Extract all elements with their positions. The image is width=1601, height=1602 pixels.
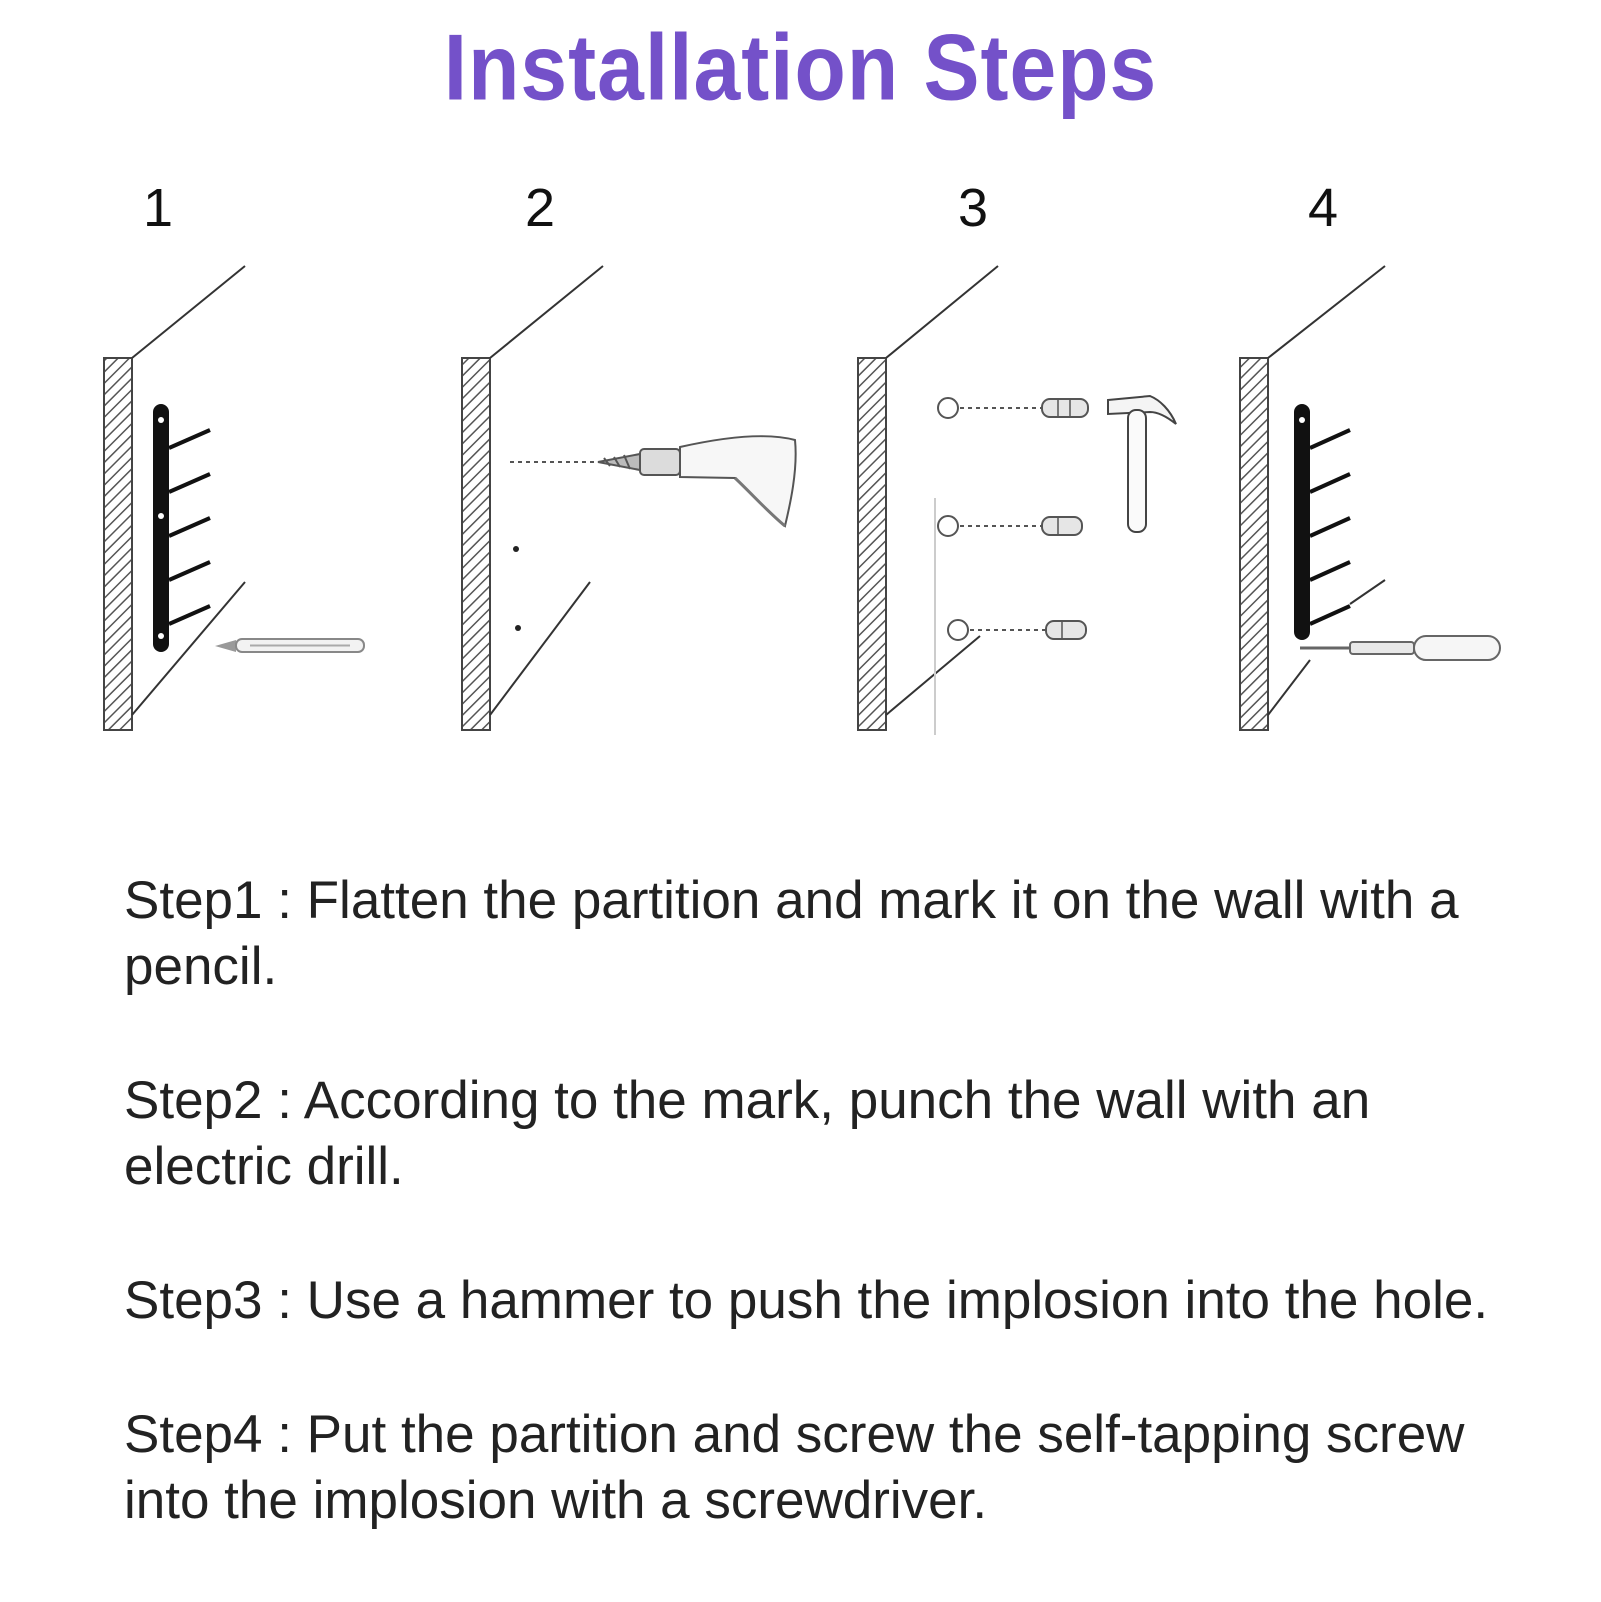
panel-1-illustration (104, 266, 364, 730)
step-2-text: Step2 : According to the mark, punch the wall with an electric drill. (124, 1071, 1371, 1196)
mark-dot (513, 546, 519, 552)
wall-bottom-edge (490, 582, 590, 715)
panel-number-1: 1 (142, 178, 174, 238)
panel-number-2: 2 (524, 178, 556, 238)
step-1-text: Step1 : Flatten the partition and mark it on the wall with a pencil. (124, 871, 1459, 996)
step-3-text: Step3 : Use a hammer to push the implosion into the hole. (124, 1271, 1489, 1330)
mark-dot (515, 625, 521, 631)
wall-top-edge (490, 266, 603, 358)
panel-3-illustration (858, 266, 1176, 735)
wall-section (1240, 358, 1268, 730)
wall-section (462, 358, 490, 730)
anchor-row-1 (938, 398, 1088, 418)
wall-top-edge (1268, 266, 1385, 358)
panel-2-illustration (462, 266, 796, 730)
wall-section (858, 358, 886, 730)
wall-section (104, 358, 132, 730)
panel-number-4: 4 (1307, 178, 1339, 238)
anchor-row-2 (938, 516, 1082, 536)
hammer-icon (1108, 396, 1176, 532)
panel-number-3: 3 (957, 178, 989, 238)
wall-top-edge (132, 266, 245, 358)
installation-diagram (0, 250, 1601, 750)
panel-4-illustration (1240, 266, 1500, 730)
screwdriver-icon (1300, 636, 1500, 660)
shelf-bracket (1294, 404, 1350, 640)
anchor-row-3 (948, 620, 1086, 640)
wall-bottom-edge (886, 636, 980, 715)
wall-plug (1046, 621, 1086, 639)
step-4-text: Step4 : Put the partition and screw the self-tapping screw into the implosion with a screwdriver. (124, 1405, 1465, 1530)
shelf-bracket (153, 404, 210, 652)
instructions-list (124, 868, 1544, 1602)
wall-plug (1042, 399, 1088, 417)
wall-plug (1042, 517, 1082, 535)
wall-bottom-edge (1268, 660, 1310, 715)
wall-top-edge (886, 266, 998, 358)
pencil-icon (215, 639, 364, 652)
page-title: Installation Steps (443, 14, 1158, 120)
drill-icon (598, 436, 796, 526)
